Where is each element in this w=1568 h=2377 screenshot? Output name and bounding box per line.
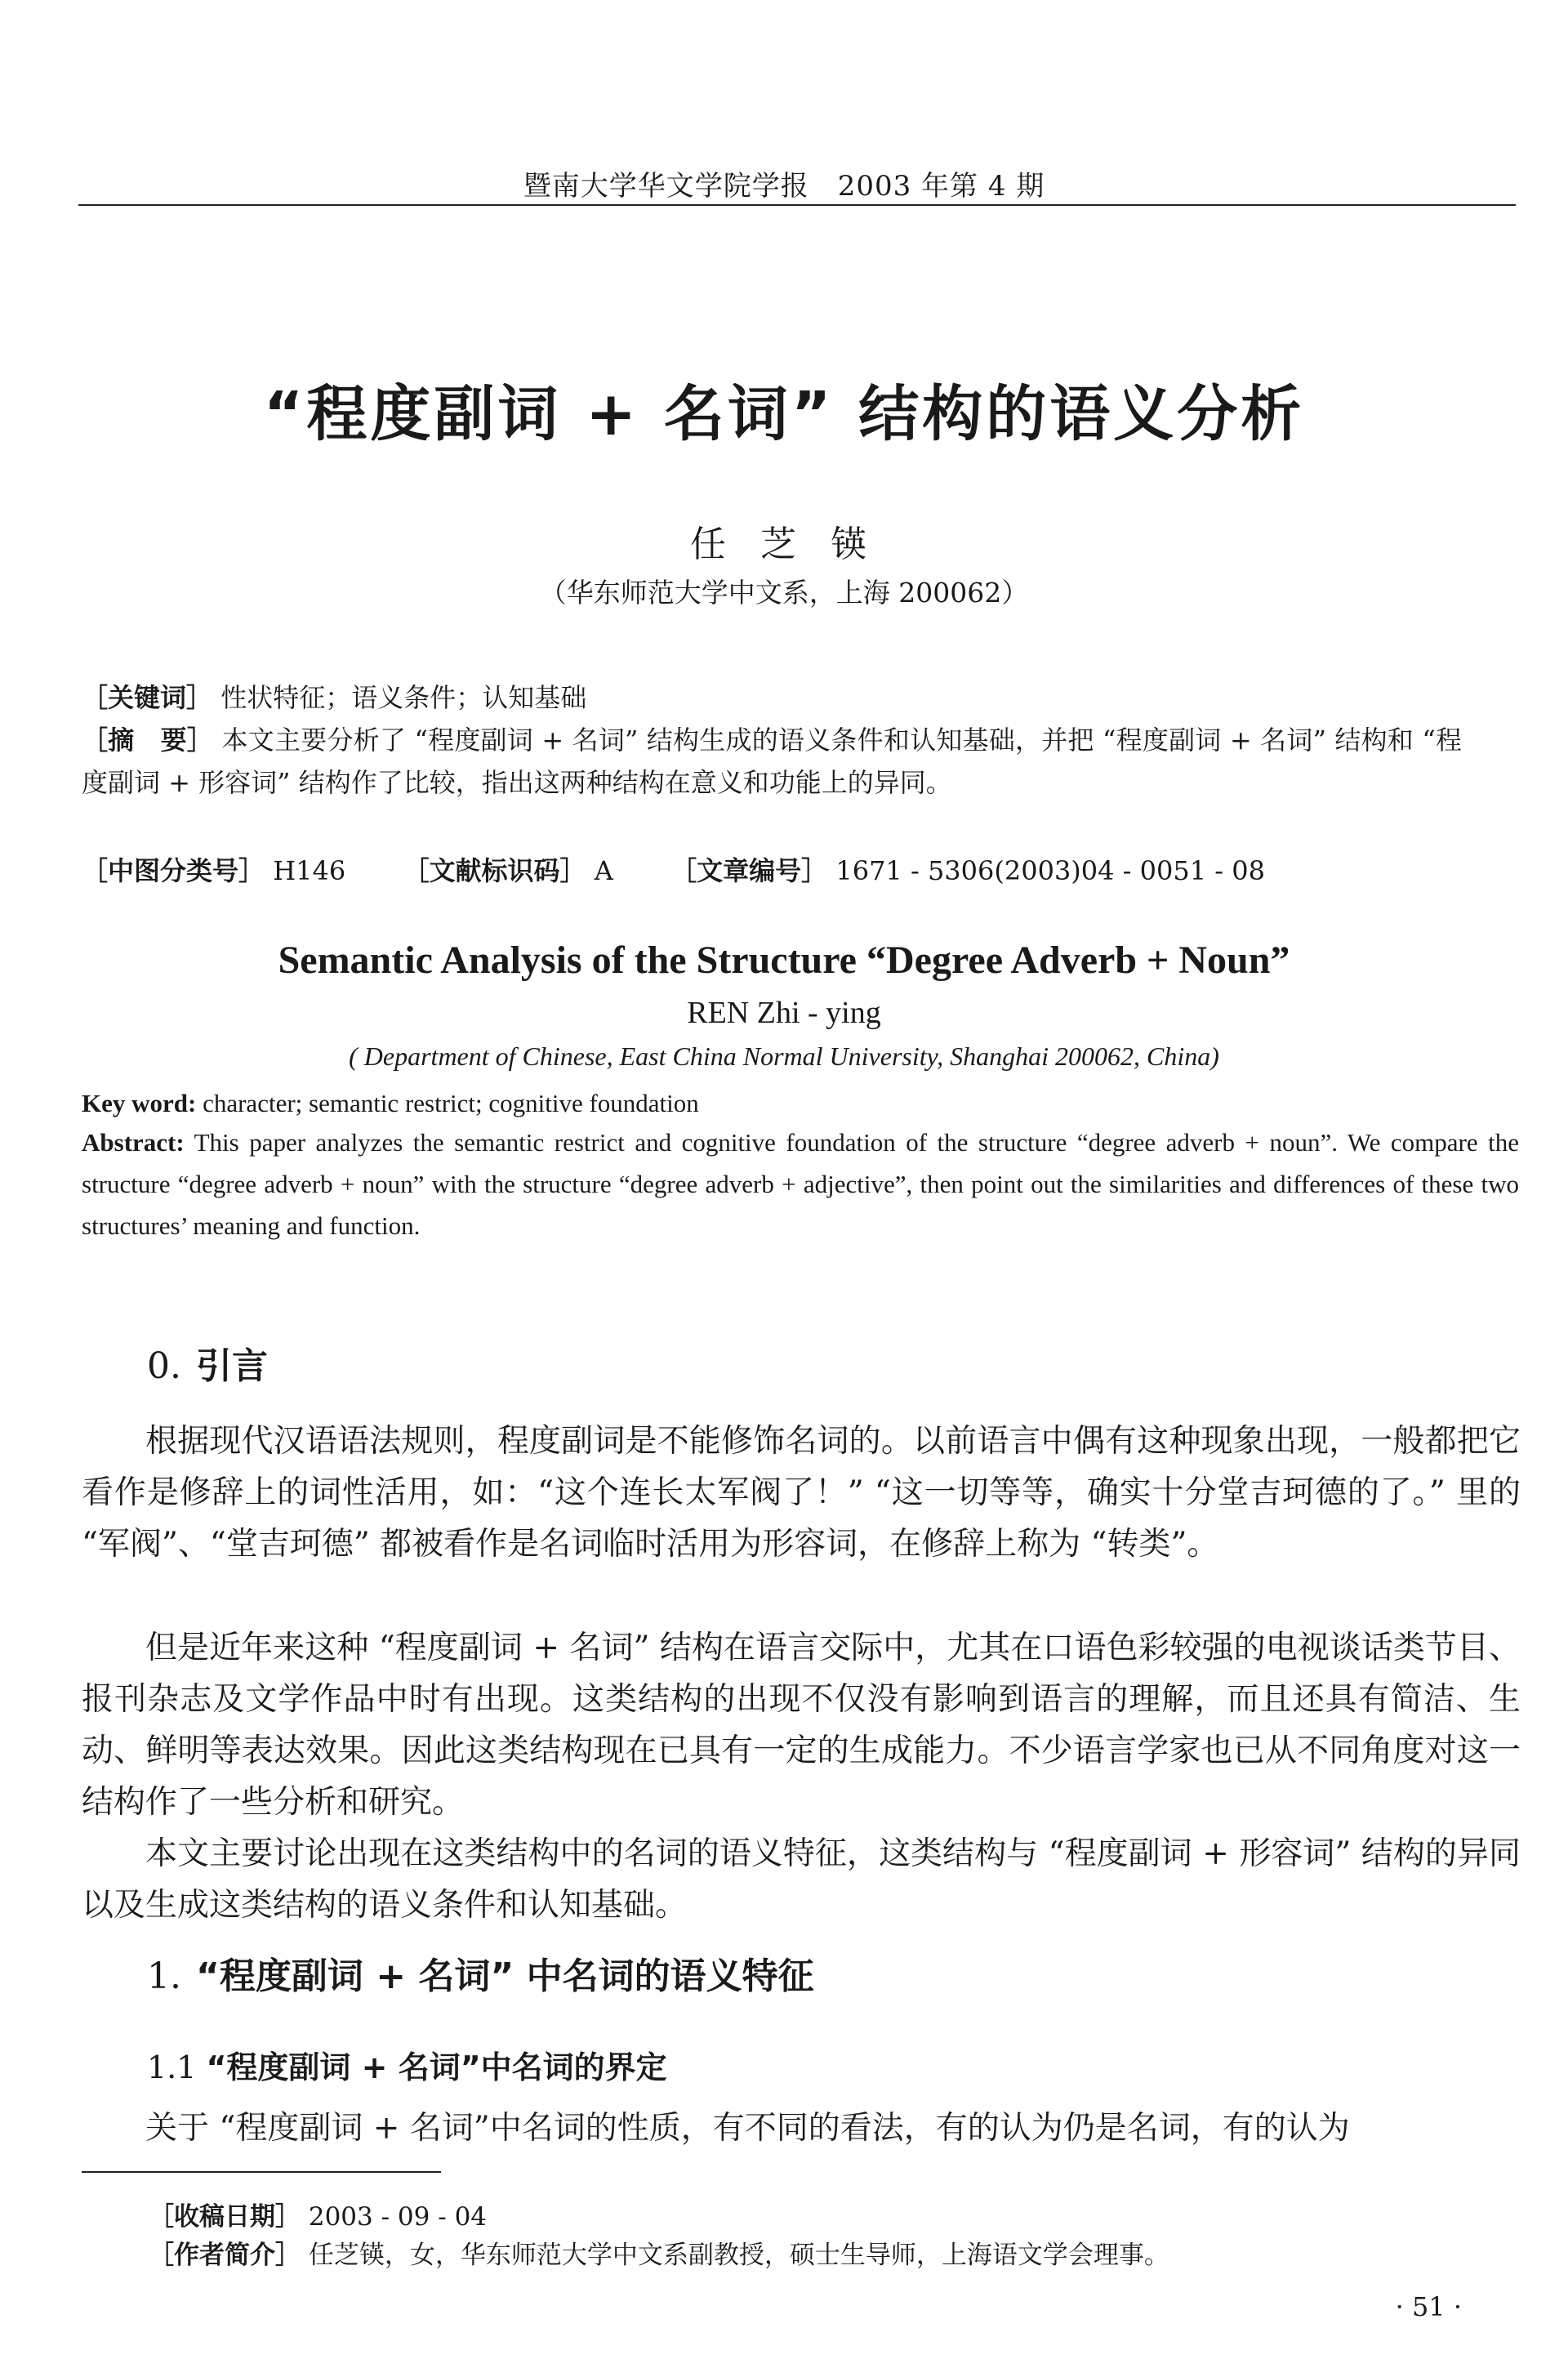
doc-code-label: ［文献标识码］ [403,855,586,886]
section-heading [147,1947,814,1999]
abstract-label: ［摘 要］ [82,725,214,756]
clc-label: ［中图分类号］ [82,855,265,886]
author-affiliation: （华东师范大学中文系，上海 200062） [539,577,1029,609]
english-title: Semantic Analysis of the Structure “Degree Adverb + Noun” [278,939,1290,982]
section-heading [147,1336,268,1389]
keywords-label: ［关键词］ [82,682,213,713]
footnote-rule [82,2171,441,2173]
footnote-author-bio [149,2239,1521,2272]
article-id-label: ［文章编号］ [670,855,828,886]
received-label: ［收稿日期］ [149,2202,301,2232]
classification [82,850,1462,892]
subsection-heading [147,2042,667,2087]
keywords [82,676,1462,719]
footnote-received [149,2201,1521,2233]
english-author: REN Zhi - ying [687,996,881,1030]
english-keywords [82,1082,1519,1124]
body-paragraph: 关于 “程度副词 + 名词”中名词的性质，有不同的看法，有的认为仍是名词，有的认为 [145,2110,1350,2147]
clc-value: H146 [273,855,346,886]
bio-label: ［作者简介］ [149,2241,301,2270]
subsection-title: “程度副词 + 名词”中名词的界定 [206,2049,667,2085]
subsection-number: 1.1 [147,2049,197,2085]
english-abstract [82,1122,1519,1246]
body-paragraph: 本文主要讨论出现在这类结构中的名词的语义特征，这类结构与 “程度副词 + 形容词” 结构的异同以及生成这类结构的语义条件和认知基础。 [82,1835,1521,1924]
paper-title: “程度副词 + 名词” 结构的语义分析 [263,379,1305,449]
body-paragraph: 但是近年来这种 “程度副词 + 名词” 结构在语言交际中，尤其在口语色彩较强的电视谈话类节目、报刊杂志及文学作品中时有出现。这类结构的出现不仅没有影响到语言的理解，而且还具有简洁、生动、鲜明等表达效果。因此这类结构现在已具有一定的生成能力。不少语言学家也已从不同角度对这一结构作了一些分析和研究。 [82,1630,1521,1821]
author-name: 任 芝 锳 [690,524,878,565]
section-number: 1. [147,1956,181,1997]
body-paragraph: 根据现代汉语语法规则，程度副词是不能修饰名词的。以前语言中偶有这种现象出现，一般都把它看作是修辞上的词性活用，如：“这个连长太军阀了！” “这一切等等，确实十分堂吉珂德的了。” 里的 “军阀”、“堂吉珂德” 都被看作是名词临时活用为形容词，在修辞上称为 “转类”。 [82,1423,1521,1563]
header-rule [78,204,1516,206]
article-id-value: 1671 - 5306(2003)04 - 0051 - 08 [835,855,1265,886]
english-keywords-text: character; semantic restrict; cognitive foundation [203,1089,699,1117]
abstract-text: 本文主要分析了 “程度副词 + 名词” 结构生成的语义条件和认知基础，并把 “程度副词 + 名词” 结构和 “程度副词 + 形容词” 结构作了比较，指出这两种结构在意义和功能上的异同。 [82,725,1462,798]
page-number: · 51 · [1395,2291,1462,2322]
received-date: 2003 - 09 - 04 [308,2202,488,2232]
abstract [82,719,1462,804]
bio-text: 任芝锳，女，华东师范大学中文系副教授，硕士生导师，上海语文学会理事。 [308,2241,1169,2270]
section-title: 引言 [195,1345,268,1387]
section-title: “程度副词 + 名词” 中名词的语义特征 [195,1956,814,1997]
english-affiliation: ( Department of Chinese, East China Normal University, Shanghai 200062, China) [349,1041,1219,1071]
running-head: 暨南大学华文学院学报 2003 年第 4 期 [523,170,1045,203]
doc-code-value: A [594,855,613,886]
keywords-text: 性状特征；语义条件；认知基础 [220,682,587,713]
english-abstract-text: This paper analyzes the semantic restrict and cognitive foundation of the structure “degree adverb + noun”. We compare the structure “degree adverb + noun” with the structure “degree adverb + adjective”, then point out the similarities and differences of these two structures’ meaning and function. [82,1128,1519,1240]
english-keywords-label: Key word: [82,1089,197,1117]
english-abstract-label: Abstract: [82,1128,185,1157]
section-number: 0. [147,1345,181,1387]
